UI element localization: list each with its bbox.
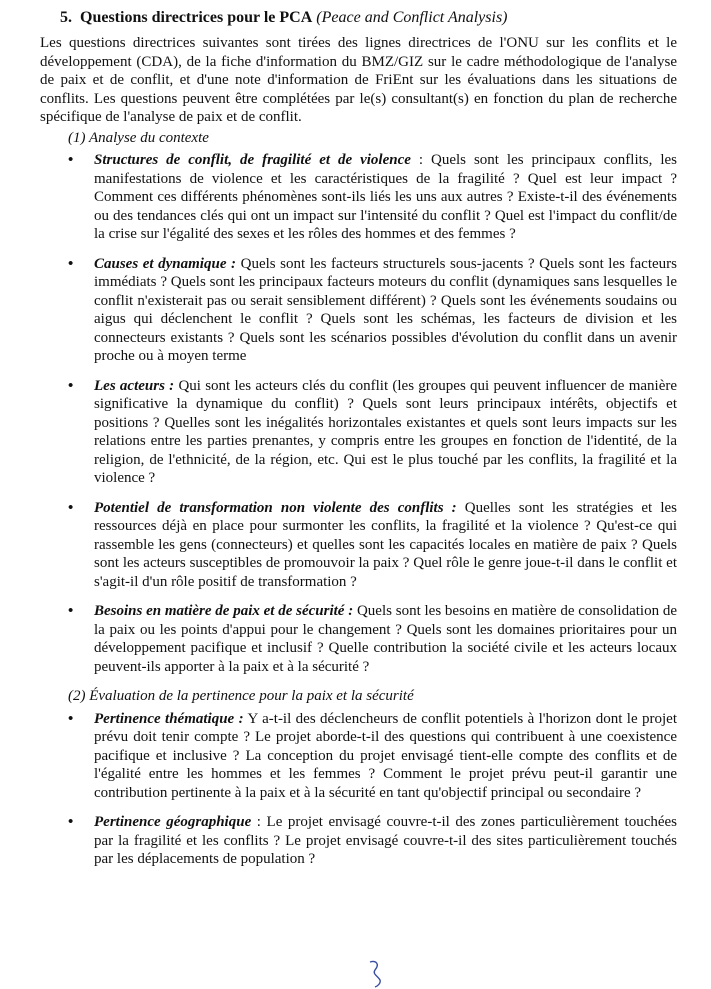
item-term: Pertinence thématique :: [94, 710, 244, 727]
heading-subtitle: (Peace and Conflict Analysis): [316, 9, 508, 26]
item-term: Les acteurs :: [94, 377, 175, 394]
item-text: Qui sont les acteurs clés du conflit (les groupes qui peuvent influencer de manière significative la dynamique du conflit) ? Quels sont leurs principaux intérêts, objectifs et positions ? Quelles sont les inégalités horizontales existantes et quels sont leurs impacts sur les relations entre les parties prenantes, y compris entre les groupes en fonction de l'identité, de la religion, de l'ethnicité, de la région, etc. Qui est le plus touché par les conflits, la fragilité et la violence ?: [94, 377, 677, 486]
list-item: [40, 151, 677, 244]
bullet-icon: •: [68, 499, 74, 516]
list-item: [40, 710, 677, 803]
bullet-icon: •: [68, 603, 74, 619]
section2-list: [40, 710, 677, 869]
item-term: Structures de conflit, de fragilité et de violence: [94, 152, 411, 168]
item-text: Quelles sont les stratégies et les ressources déjà en place pour surmonter les conflits, la fragilité et la violence ? Qu'est-ce qui rassemble les gens (connecteurs) et quelles sont les capacités locales en matière de paix ? Quels sont les acteurs susceptibles de promouvoir la paix ? Quel rôle le genre joue-t-il dans le conflit et s'agit-il d'un rôle positif de transformation ?: [94, 499, 677, 590]
item-text: Quels sont les facteurs structurels sous-jacents ? Quels sont les facteurs immédiats ? Quels sont les principaux facteurs moteurs du conflit (dynamiques sans lesquelles le conflit n'existerait pas ou serait sensiblement différent) ? Quels sont les événements soudains ou aigus qui déclenchent le conflit ? Quels sont les schémas, les facteurs de division et les connecteurs existants ? Quels sont les scénarios possibles d'évolution du conflit dans un avenir proche ou à moyen terme: [94, 255, 678, 364]
item-text: Quels sont les besoins en matière de consolidation de la paix ou les points d'appui pour le changement ? Quels sont les domaines prioritaires pour un développement pacifique et inclusif ? Quelle contribution la société civile et les acteurs locaux peuvent-ils apporter à la paix et à la sécurité ?: [94, 603, 677, 675]
item-term: Pertinence géographique: [94, 814, 252, 830]
item-text: Y a-t-il des déclencheurs de conflit potentiels à l'horizon dont le projet prévu doit tenir compte ? Le projet aborde-t-il des questions qui contribuent à une coexistence pacifique et inclusive ? La conception du projet envisagé tient-elle compte des conflits et de l'égalité entre les hommes et les femmes ? Comment le projet prévu peut-il garantir une contribution pertinente à la paix et à la sécurité en tant qu'objectif principal ou secondaire ?: [94, 710, 677, 801]
list-item: [40, 255, 677, 366]
list-item: [40, 499, 677, 592]
section-heading: [60, 8, 677, 28]
handwritten-mark: [366, 958, 388, 988]
list-item: [40, 377, 677, 488]
bullet-icon: •: [68, 710, 74, 727]
heading-title: Questions directrices pour le PCA: [80, 9, 313, 26]
bullet-icon: •: [68, 255, 74, 272]
bullet-icon: •: [68, 814, 74, 830]
item-term: Potentiel de transformation non violente des conflits :: [94, 499, 457, 516]
item-text: : Le projet envisagé couvre-t-il des zones particulièrement touchées par la fragilité et les conflits ? Le projet envisagé couvre-t-il des sites particulièrement touchés par les déplacements de population ?: [94, 814, 678, 867]
intro-paragraph: Les questions directrices suivantes sont tirées des lignes directrices de l'ONU sur les conflits et le développement (CDA), de la fiche d'information du BMZ/GIZ sur le cadre méthodologique de l'analyse de paix et de conflit, et d'une note d'information de FriEnt sur les évaluations dans les situations de conflits. Les questions peuvent être complétées par le(s) consultant(s) en fonction du plan de recherche spécifique de l'analyse de paix et de conflit.: [40, 35, 677, 125]
heading-number: 5.: [60, 9, 72, 26]
list-item: [40, 602, 677, 676]
section1-list: [40, 151, 677, 676]
item-text: : Quels sont les principaux conflits, les manifestations de violence et les caractéristiques de la fragilité ? Quel est leur impact ? Comment ces différents phénomènes sont-ils liés les uns aux autres ? Existe-t-il des événements ou des tendances clés qui ont un impact sur l'intensité du conflit ? Quel est l'impact du conflit/de la crise sur l'égalité des sexes et les rôles des hommes et des femmes ?: [94, 152, 677, 242]
section2-title: (2) Évaluation de la pertinence pour la paix et la sécurité: [68, 688, 414, 704]
list-item: [40, 813, 677, 869]
bullet-icon: •: [68, 152, 74, 168]
item-term: Causes et dynamique :: [94, 255, 237, 272]
section1-title: (1) Analyse du contexte: [68, 129, 209, 146]
bullet-icon: •: [68, 377, 74, 394]
item-term: Besoins en matière de paix et de sécurité :: [94, 603, 354, 619]
